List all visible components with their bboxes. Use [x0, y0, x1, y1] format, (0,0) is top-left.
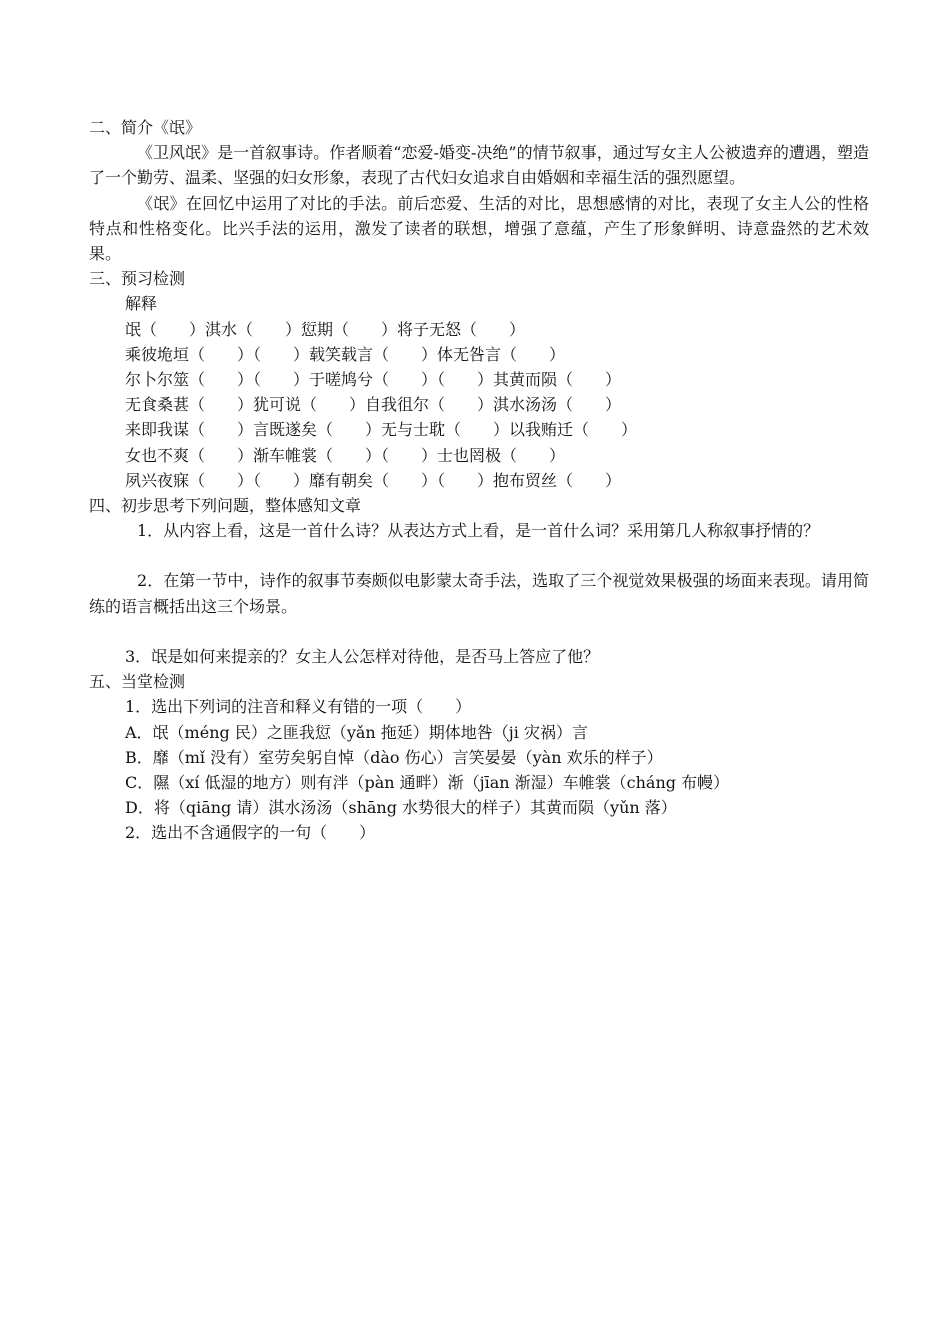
section-heading-think: 四、初步思考下列问题，整体感知文章 — [89, 495, 362, 515]
explain-label: 解释 — [125, 294, 158, 314]
test-question-1: 1．选出下列词的注音和释义有错的一项（ ） — [125, 697, 472, 717]
test-option-b: B．靡（mǐ 没有）室劳矣躬自悼（dào 伤心）言笑晏晏（yàn 欢乐的样子） — [125, 747, 663, 767]
explain-row: 女也不爽（ ）渐车帷裳（ ）（ ）士也罔极（ ） — [125, 445, 566, 465]
answer-space — [89, 543, 869, 568]
answer-space — [89, 619, 869, 644]
test-question-2: 2．选出不含通假字的一句（ ） — [125, 823, 376, 843]
explain-row: 来即我谋（ ）言既遂矣（ ）无与士耽（ ）以我贿迁（ ） — [125, 420, 638, 440]
test-option-a: A．氓（méng 民）之匪我愆（yǎn 拖延）期体地咎（ji 灾祸）言 — [125, 722, 588, 742]
test-option-d: D．将（qiāng 请）淇水汤汤（shāng 水势很大的样子）其黄而陨（yǔn 落） — [125, 798, 677, 818]
think-question-1: 1．从内容上看，这是一首什么诗？从表达方式上看，是一首什么词？采用第几人称叙事抒情的？ — [137, 521, 820, 541]
section-heading-preview: 三、预习检测 — [89, 269, 186, 289]
document-page — [89, 115, 869, 846]
explain-row: 氓（ ）淇水（ ）愆期（ ）将子无怒（ ） — [125, 319, 526, 339]
section-heading-intro: 二、简介《氓》 — [89, 118, 202, 137]
explain-row: 尔卜尔筮（ ）（ ）于嗟鸠兮（ ）（ ）其黄而陨（ ） — [125, 369, 622, 389]
intro-paragraph-2: 《氓》在回忆中运用了对比的手法。前后恋爱、生活的对比，思想感情的对比，表现了女主人公的性格特点和性格变化。比兴手法的运用，激发了读者的联想，增强了意蕴，产生了形象鲜明、诗意盎然的艺术效果。 — [89, 193, 869, 263]
explain-row: 乘彼垝垣（ ）（ ）载笑载言（ ）体无咎言（ ） — [125, 344, 566, 364]
test-option-c: C．隰（xí 低湿的地方）则有泮（pàn 通畔）渐（jīan 渐湿）车帷裳（cháng 布幔） — [125, 773, 730, 792]
explain-row: 无食桑葚（ ）犹可说（ ）自我徂尔（ ）淇水汤汤（ ） — [125, 395, 622, 415]
intro-paragraph-1: 《卫风氓》是一首叙事诗。作者顺着“恋爱-婚变-决绝”的情节叙事，通过写女主人公被遗弃的遭遇，塑造了一个勤劳、温柔、坚强的妇女形象，表现了古代妇女追求自由婚姻和幸福生活的强烈愿望。 — [89, 143, 869, 188]
explain-row: 夙兴夜寐（ ）（ ）靡有朝矣（ ）（ ）抱布贸丝（ ） — [125, 470, 622, 490]
section-heading-test: 五、当堂检测 — [89, 672, 186, 692]
think-question-3: 3．氓是如何来提亲的？女主人公怎样对待他，是否马上答应了他？ — [125, 647, 600, 667]
think-question-2: 2．在第一节中，诗作的叙事节奏颇似电影蒙太奇手法，选取了三个视觉效果极强的场面来表现。请用简练的语言概括出这三个场景。 — [89, 571, 869, 616]
